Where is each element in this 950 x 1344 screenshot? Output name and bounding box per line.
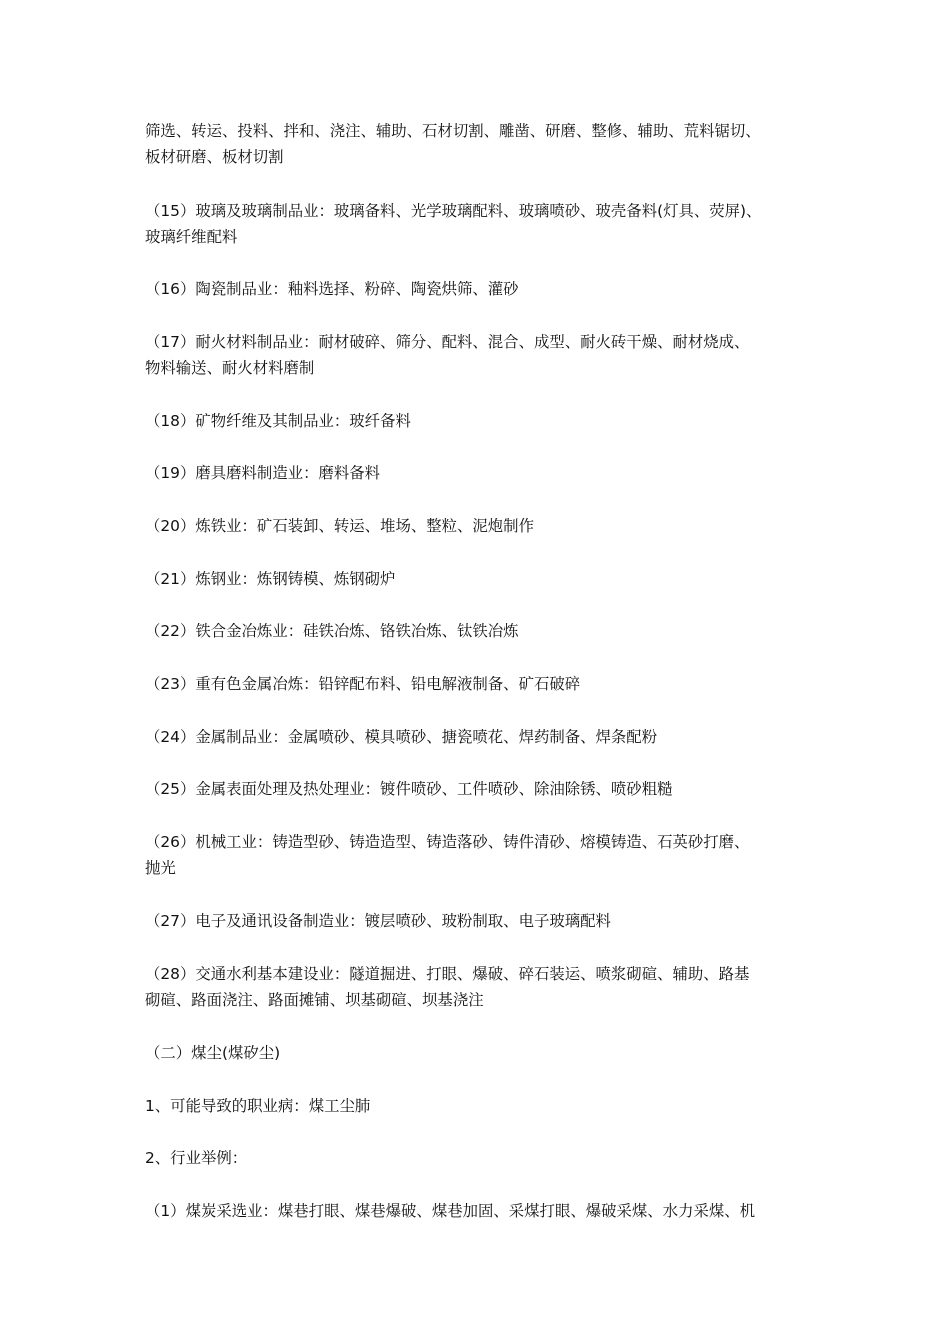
paragraph-item-19 <box>145 460 815 486</box>
paragraph-item-15 <box>145 198 815 250</box>
text-line: 2、行业举例： <box>145 1149 248 1167</box>
paragraph-item-22 <box>145 618 815 644</box>
text-line: （15）玻璃及玻璃制品业：玻璃备料、光学玻璃配料、玻璃喷砂、玻壳备料(灯具、荧屏)、 <box>145 202 762 220</box>
text-line: （二）煤尘(煤矽尘) <box>145 1044 281 1062</box>
section-heading-coal-dust <box>145 1040 815 1066</box>
paragraph-industry-examples <box>145 1145 815 1171</box>
text-line: （18）矿物纤维及其制品业：玻纤备料 <box>145 412 411 430</box>
text-line: （28）交通水利基本建设业：隧道掘进、打眼、爆破、碎石装运、喷浆砌碹、辅助、路基 <box>145 965 750 983</box>
paragraph-item-27 <box>145 908 815 934</box>
text-line: （22）铁合金冶炼业：硅铁冶炼、铬铁冶炼、钛铁冶炼 <box>145 622 519 640</box>
text-line: （26）机械工业：铸造型砂、铸造造型、铸造落砂、铸件清砂、熔模铸造、石英砂打磨、 <box>145 833 750 851</box>
text-line: （20）炼铁业：矿石装卸、转运、堆场、整粒、泥炮制作 <box>145 517 534 535</box>
paragraph-item-17 <box>145 329 815 381</box>
text-line: （19）磨具磨料制造业：磨料备料 <box>145 464 381 482</box>
text-line: 板材研磨、板材切割 <box>145 148 284 166</box>
paragraph-item-23 <box>145 671 815 697</box>
text-line: 玻璃纤维配料 <box>145 228 238 246</box>
text-line: （1）煤炭采选业：煤巷打眼、煤巷爆破、煤巷加固、采煤打眼、爆破采煤、水力采煤、机 <box>145 1202 756 1220</box>
text-line: （21）炼钢业：炼钢铸模、炼钢砌炉 <box>145 570 396 588</box>
text-line: （16）陶瓷制品业：釉料选择、粉碎、陶瓷烘筛、灌砂 <box>145 280 519 298</box>
paragraph-item-28 <box>145 961 815 1013</box>
paragraph-item-20 <box>145 513 815 539</box>
text-line: （17）耐火材料制品业：耐材破碎、筛分、配料、混合、成型、耐火砖干燥、耐材烧成、 <box>145 333 750 351</box>
text-line: （27）电子及通讯设备制造业：镀层喷砂、玻粉制取、电子玻璃配料 <box>145 912 611 930</box>
paragraph-coal-mining <box>145 1198 815 1224</box>
paragraph-item-26 <box>145 829 815 881</box>
paragraph-stone-processing <box>145 118 815 170</box>
text-line: 物料输送、耐火材料磨制 <box>145 359 315 377</box>
text-line: 1、可能导致的职业病：煤工尘肺 <box>145 1097 371 1115</box>
paragraph-item-21 <box>145 566 815 592</box>
paragraph-occupational-disease <box>145 1093 815 1119</box>
paragraph-item-16 <box>145 276 815 302</box>
text-line: （23）重有色金属冶炼：铅锌配布料、铅电解液制备、矿石破碎 <box>145 675 581 693</box>
text-line: （25）金属表面处理及热处理业：镀件喷砂、工件喷砂、除油除锈、喷砂粗糙 <box>145 780 673 798</box>
text-line: 筛选、转运、投料、拌和、浇注、辅助、石材切割、雕凿、研磨、整修、辅助、荒料锯切、 <box>145 122 761 140</box>
text-line: （24）金属制品业：金属喷砂、模具喷砂、搪瓷喷花、焊药制备、焊条配粉 <box>145 728 658 746</box>
paragraph-item-24 <box>145 724 815 750</box>
text-line: 抛光 <box>145 859 176 877</box>
paragraph-item-25 <box>145 776 815 802</box>
text-line: 砌碹、路面浇注、路面摊铺、坝基砌碹、坝基浇注 <box>145 991 484 1009</box>
paragraph-item-18 <box>145 408 815 434</box>
